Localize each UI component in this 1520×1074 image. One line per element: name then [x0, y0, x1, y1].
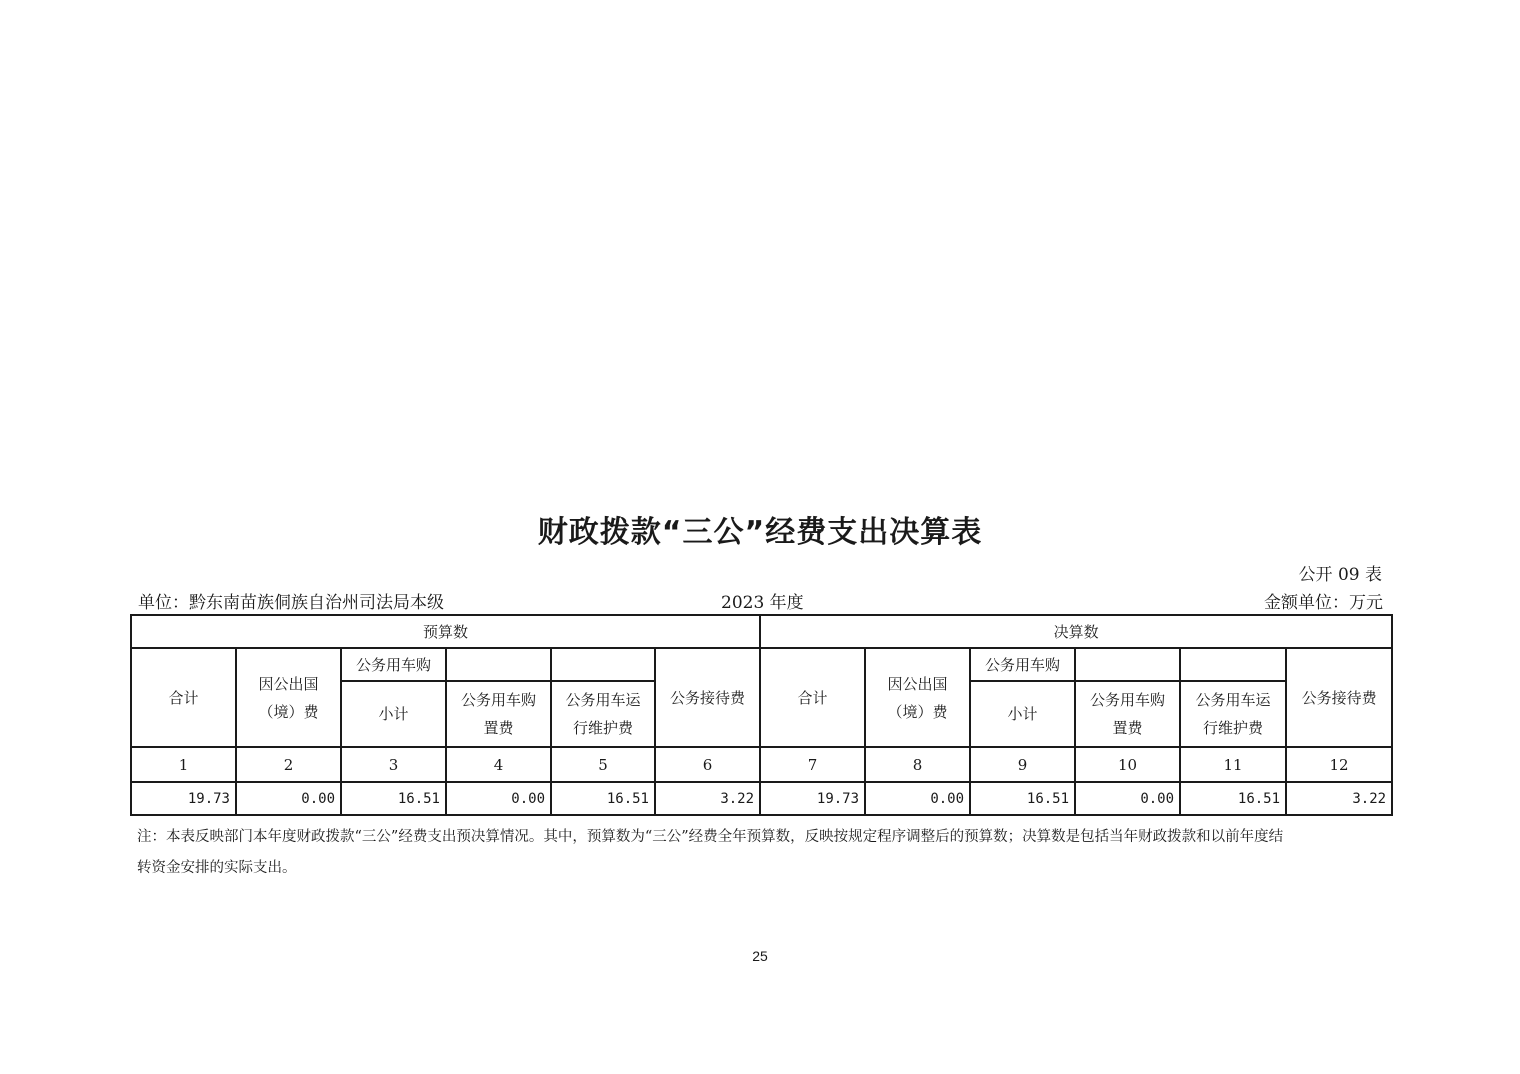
- column-index-cell: 3: [341, 747, 446, 782]
- budget-reception-header: 公务接待费: [655, 648, 760, 747]
- value-cell: 3.22: [1286, 782, 1392, 815]
- column-index-cell: 6: [655, 747, 760, 782]
- value-row: [131, 782, 1392, 815]
- final-vehicle-maint-header: [1180, 681, 1286, 747]
- note-line-1: 注：本表反映部门本年度财政拨款“三公”经费支出预决算情况。其中，预算数为“三公”经费全年预算数，反映按规定程序调整后的预算数；决算数是包括当年财政拨款和以前年度结: [137, 829, 1284, 845]
- final-abroad-header-line1: 因公出国: [887, 674, 948, 693]
- page-title: 财政拨款“三公”经费支出决算表: [537, 515, 983, 550]
- final-vehicle-maint-line1: 公务用车运: [1195, 691, 1271, 709]
- budget-group-header: 预算数: [131, 615, 760, 648]
- form-number: 公开 09 表: [1298, 565, 1382, 585]
- column-index-cell: 8: [865, 747, 970, 782]
- final-empty-cell-2: [1180, 648, 1286, 681]
- final-total-header: 合计: [760, 648, 865, 747]
- final-vehicle-maint-line2: 行维护费: [1203, 719, 1264, 737]
- final-reception-header: 公务接待费: [1286, 648, 1392, 747]
- amount-unit-label: 金额单位：万元: [1264, 593, 1383, 613]
- budget-abroad-header-line1: 因公出国: [258, 674, 319, 693]
- final-vehicle-purchase-header: [1075, 681, 1180, 747]
- value-cell: 16.51: [551, 782, 655, 815]
- value-cell: 16.51: [1180, 782, 1286, 815]
- column-index-cell: 12: [1286, 747, 1392, 782]
- budget-vehicle-purchase-line2: 置费: [483, 719, 514, 737]
- budget-vehicle-maint-line2: 行维护费: [572, 719, 633, 737]
- final-vehicle-purchase-line2: 置费: [1112, 719, 1143, 737]
- three-public-expenses-table: [130, 614, 1393, 816]
- column-index-cell: 7: [760, 747, 865, 782]
- group-header-row: [131, 615, 1392, 648]
- column-index-cell: 10: [1075, 747, 1180, 782]
- value-cell: 3.22: [655, 782, 760, 815]
- budget-vehicle-maint-line1: 公务用车运: [565, 691, 641, 709]
- budget-total-header: 合计: [131, 648, 236, 747]
- value-cell: 16.51: [341, 782, 446, 815]
- final-empty-cell-1: [1075, 648, 1180, 681]
- column-index-cell: 11: [1180, 747, 1286, 782]
- budget-vehicle-group-header: 公务用车购: [341, 648, 446, 681]
- value-cell: 0.00: [446, 782, 551, 815]
- budget-vehicle-maint-header: [551, 681, 655, 747]
- subheader-row-1: [131, 648, 1392, 681]
- column-index-cell: 2: [236, 747, 341, 782]
- column-index-cell: 9: [970, 747, 1075, 782]
- value-cell: 16.51: [970, 782, 1075, 815]
- meta-row: [138, 588, 1383, 612]
- value-cell: 0.00: [1075, 782, 1180, 815]
- column-index-cell: 5: [551, 747, 655, 782]
- final-abroad-header-line2: （境）费: [887, 702, 948, 721]
- budget-subtotal-header: 小计: [341, 681, 446, 747]
- final-group-header: 决算数: [760, 615, 1392, 648]
- year-label: 2023 年度: [721, 593, 804, 613]
- budget-abroad-header: [236, 648, 341, 747]
- column-index-row: [131, 747, 1392, 782]
- value-cell: 19.73: [760, 782, 865, 815]
- column-index-cell: 1: [131, 747, 236, 782]
- value-cell: 19.73: [131, 782, 236, 815]
- budget-empty-cell-2: [551, 648, 655, 681]
- unit-label: 单位：黔东南苗族侗族自治州司法局本级: [138, 593, 444, 613]
- value-cell: 0.00: [865, 782, 970, 815]
- final-subtotal-header: 小计: [970, 681, 1075, 747]
- value-cell: 0.00: [236, 782, 341, 815]
- column-index-cell: 4: [446, 747, 551, 782]
- page-number: 25: [752, 948, 768, 964]
- final-vehicle-purchase-line1: 公务用车购: [1090, 691, 1166, 709]
- budget-vehicle-purchase-header: [446, 681, 551, 747]
- final-abroad-header: [865, 648, 970, 747]
- budget-abroad-header-line2: （境）费: [258, 702, 319, 721]
- budget-vehicle-purchase-line1: 公务用车购: [460, 691, 536, 709]
- final-vehicle-group-header: 公务用车购: [970, 648, 1075, 681]
- note-line-2: 转资金安排的实际支出。: [137, 860, 297, 876]
- budget-empty-cell-1: [446, 648, 551, 681]
- table-note: [137, 822, 1389, 884]
